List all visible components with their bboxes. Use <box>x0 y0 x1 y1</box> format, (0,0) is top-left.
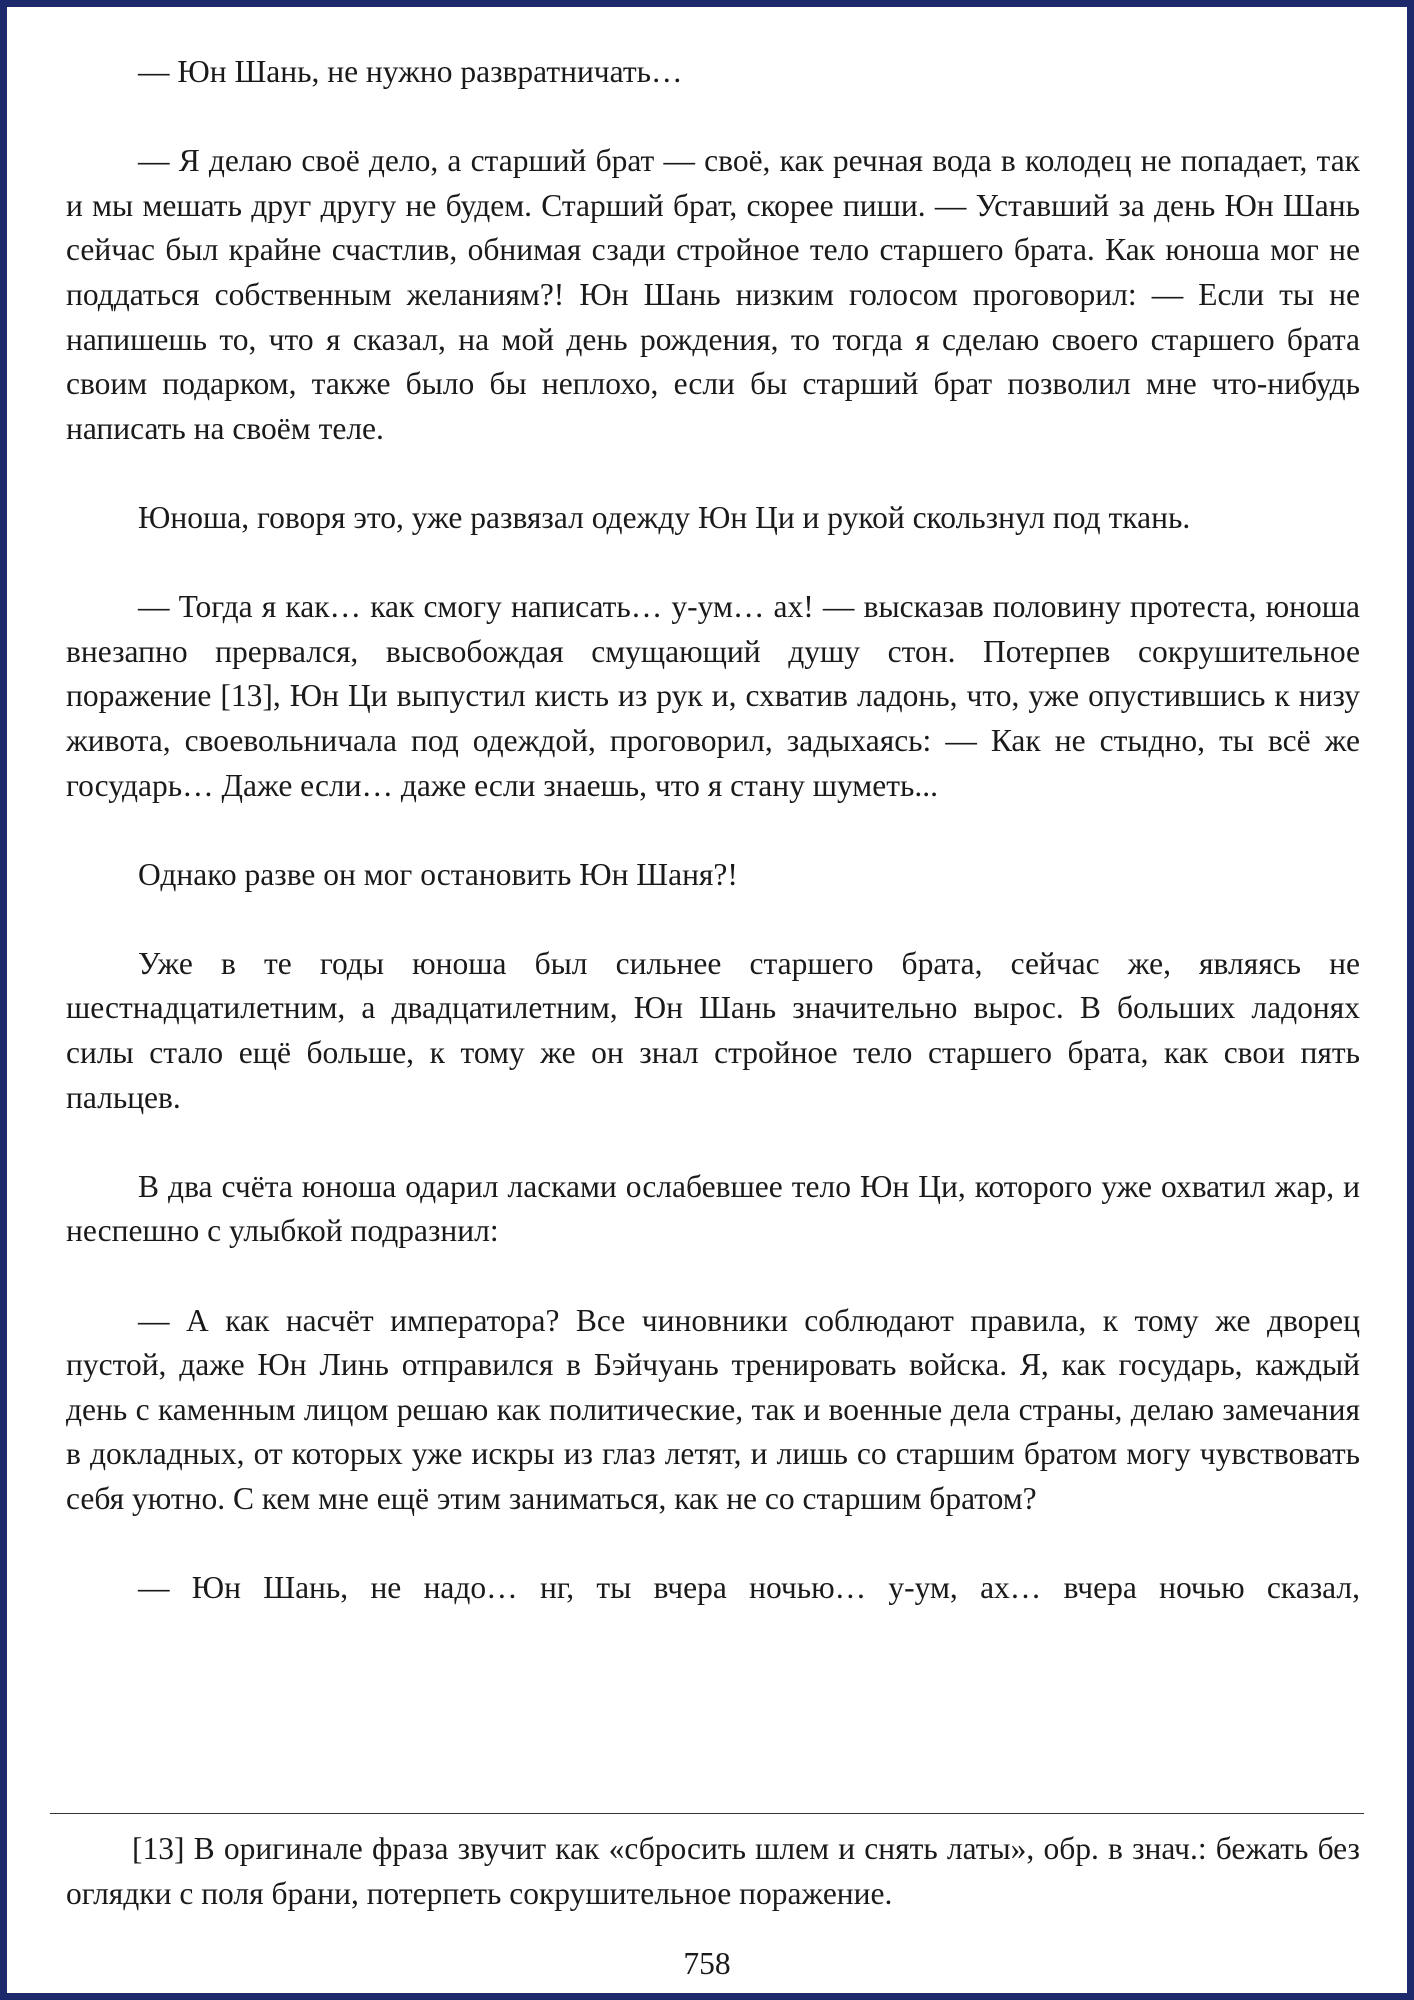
footnote: [13] В оригинале фраза звучит как «сбросить шлем и снять латы», обр. в знач.: бежать без оглядки с поля брани, потерпеть сокрушительное поражение. <box>66 1831 1360 1911</box>
paragraph-9: — Юн Шань, не надо… нг, ты вчера ночью… у-ум, ах… вчера ночью сказал, <box>138 1570 1360 1606</box>
paragraph-8: — А как насчёт императора? Все чиновники соблюдают правила, к тому же дворец пустой, даже Юн Линь отправился в Бэйчуань тренировать войска. Я, как государь, каждый день с каменным лицом решаю как политические, так и военные дела страны, делаю замечания в докладных, от которых уже искры из глаз летят, и лишь со старшим братом могу чувствовать себя уютно. С кем мне ещё этим заниматься, как не со старшим братом? <box>66 1302 1360 1516</box>
paragraph-6: Уже в те годы юноша был сильнее старшего брата, сейчас же, являясь не шестнадцатилетним, а двадцатилетним, Юн Шань значительно вырос. В больших ладонях силы стало ещё больше, к тому же он знал стройное тело старшего брата, как свои пять пальцев. <box>66 945 1360 1115</box>
paragraph-4: — Тогда я как… как смогу написать… у-ум… ах! — высказав половину протеста, юноша внезапно прервался, высвобождая смущающий душу стон. Потерпев сокрушительное поражение [13], Юн Ци выпустил кисть из рук и, схватив ладонь, что, уже опустившись к низу живота, своевольничала под одеждой, проговорил, задыхаясь: — Как не стыдно, ты всё же государь… Даже если… даже если знаешь, что я стану шуметь... <box>66 589 1360 803</box>
paragraph-7: В два счёта юноша одарил ласками ослабевшее тело Юн Ци, которого уже охватил жар, и неспешно с улыбкой подразнил: <box>66 1168 1360 1249</box>
paragraph-1: — Юн Шань, не нужно развратничать… <box>138 54 683 89</box>
paragraph-2: — Я делаю своё дело, а старший брат — своё, как речная вода в колодец не попадает, так и мы мешать друг другу не будем. Старший брат, скорее пиши. — Уставший за день Юн Шань сейчас был крайне счастлив, обнимая сзади стройное тело старшего брата. Как юноша мог не поддаться собственным желаниям?! Юн Шань низким голосом проговорил: — Если ты не напишешь то, что я сказал, на мой день рождения, то тогда я сделаю своего старшего брата своим подарком, также было бы неплохо, если бы старший брат позволил мне что-нибудь написать на своём теле. <box>66 143 1360 446</box>
main-text <box>66 50 1360 1611</box>
footnote-divider <box>50 1813 1364 1814</box>
paragraph-5: Однако разве он мог остановить Юн Шаня?! <box>138 856 738 892</box>
page-number: 758 <box>683 1946 731 1981</box>
paragraph-3: Юноша, говоря это, уже развязал одежду Юн Ци и рукой скользнул под ткань. <box>138 499 1191 535</box>
